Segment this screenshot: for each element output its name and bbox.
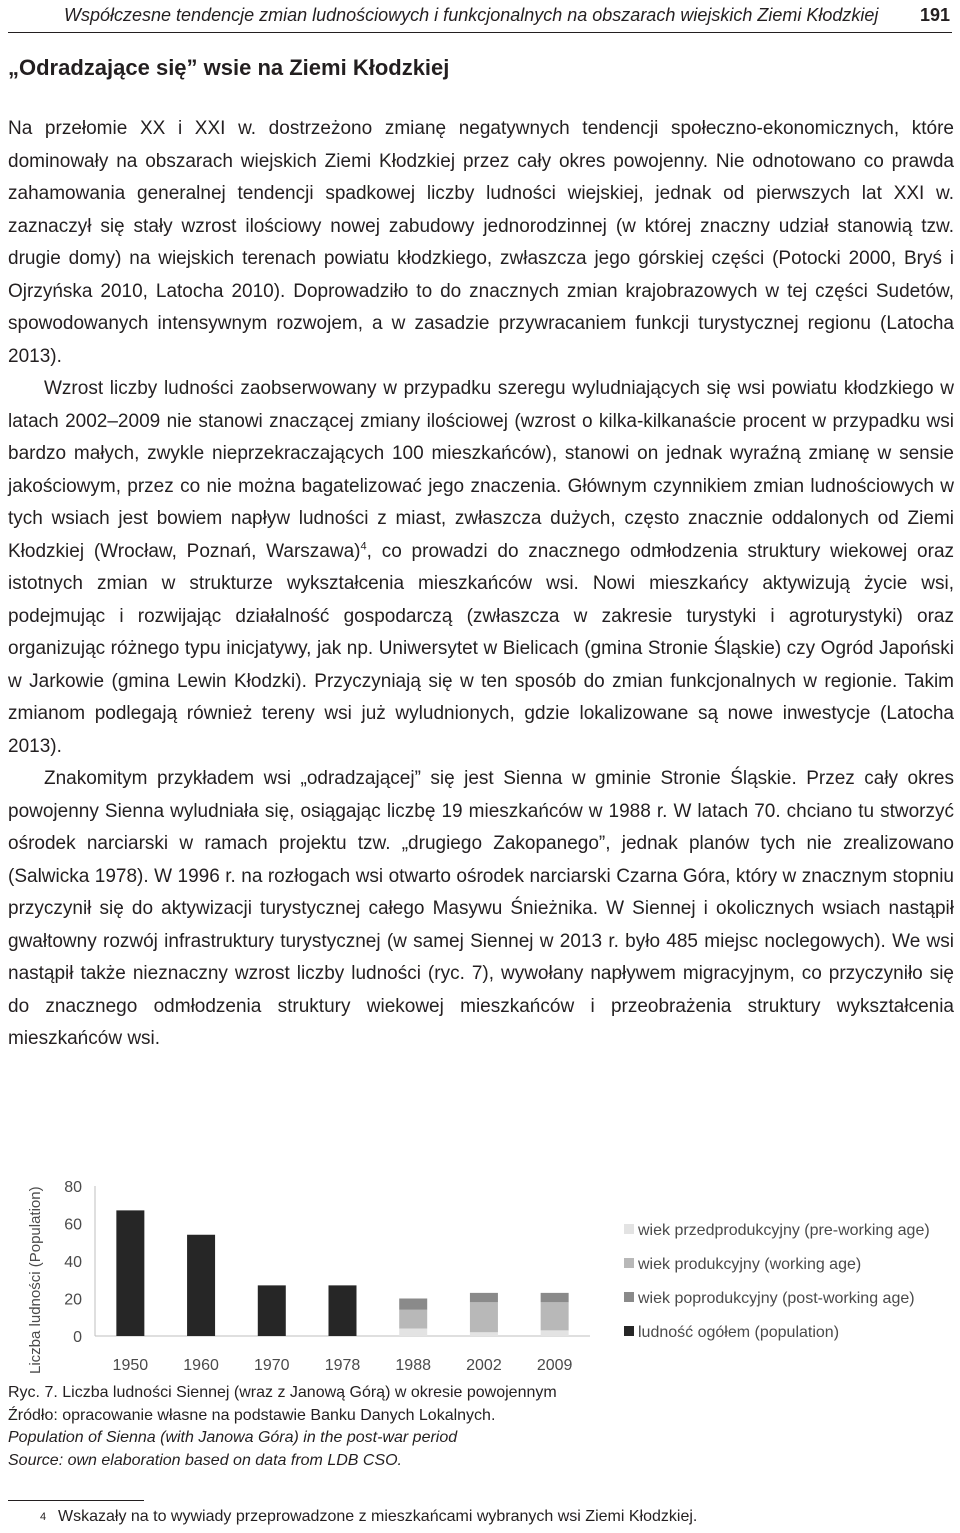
figure-caption — [8, 1382, 557, 1472]
y-tick-label: 60 — [64, 1216, 82, 1234]
bar-segment — [399, 1329, 427, 1337]
y-tick-label: 80 — [64, 1179, 82, 1196]
legend-swatch — [624, 1326, 634, 1336]
caption-title-en: Population of Sienna (with Janowa Góra) in the post-war period — [8, 1429, 458, 1446]
legend-label: wiek poprodukcyjny (post-working age) — [638, 1290, 915, 1307]
bar-segment — [399, 1310, 427, 1329]
x-tick-label: 1988 — [395, 1357, 432, 1374]
x-tick-label: 2009 — [536, 1357, 573, 1374]
page-number: 191 — [919, 5, 950, 25]
x-tick-label: 1960 — [183, 1357, 219, 1374]
bar-segment — [541, 1330, 569, 1336]
paragraph-3: Znakomitym przykładem wsi „odradzającej” się jest Sienna w gminie Stronie Śląskie. Przez cały okres powojenny Sienna wyludniała się, osiągając liczbę 19 mieszkańców w 1988 r. W latach 70. chciano tu stworzyć ośrodek narciarski w ramach projektu tzw. „drugiego Zakopanego”, jednak planów tych nie zrealizowano (Salwicka 1978). W 1996 r. na rozłogach wsi otwarto ośrodek narciarski Czarna Góra, który w znacznym stopniu przyczynił się do aktywizacji turystycznej całego Masywu Śnieżnika. W Siennej i okolicznych wsiach nastąpił gwałtowny rozwój infrastruktury turystycznej (w samej Siennej w 2013 r. było 485 miejsc noclegowych). We wsi nastąpił także nieznaczny wzrost liczby ludności (ryc. 7), wywołany napływem migracyjnym, co przyczyniło się do znacznego odmłodzenia struktury wiekowej mieszkańców i przeobrażenia struktury wykształcenia mieszkańców wsi. — [8, 768, 954, 1049]
bar-segment — [541, 1293, 569, 1302]
bar-segment — [116, 1210, 144, 1336]
x-tick-label: 1950 — [112, 1357, 149, 1374]
legend-label: wiek przedprodukcyjny (pre-working age) — [638, 1222, 930, 1239]
y-tick-label: 20 — [64, 1291, 82, 1309]
caption-source-en: Source: own elaboration based on data from LDB CSO. — [8, 1451, 402, 1469]
section-title: „Odradzające się” wsie na Ziemi Kłodzkiej — [8, 55, 450, 80]
bar-segment — [258, 1285, 286, 1336]
x-tick-label: 2002 — [466, 1357, 502, 1374]
legend-swatch — [624, 1292, 634, 1302]
caption-title-pl: Ryc. 7. Liczba ludności Siennej (wraz z Janową Górą) w okresie powojennym — [8, 1384, 557, 1401]
population-chart — [0, 1168, 960, 1388]
bar-segment — [470, 1332, 498, 1336]
body-text — [8, 113, 954, 1056]
x-tick-label: 1970 — [253, 1357, 290, 1374]
bar-segment — [541, 1302, 569, 1330]
footnote — [8, 1506, 697, 1528]
paragraph-1: Na przełomie XX i XXI w. dostrzeżono zmianę negatywnych tendencji społeczno-ekonomicznych, które dominowały na obszarach wiejskich Ziemi Kłodzkiej przez cały okres powojenny. Nie odnotowano co prawda zahamowania generalnej tendencji spadkowej liczby ludności wiejskiej, jednak od pierwszych lat XXI w. zaznaczył się stały wzrost ilościowy nowej zabudowy jednorodzinnej (w której znaczny udział stanowią tzw. drugie domy) na wiejskich terenach powiatu kłodzkiego, zwłaszcza jego górskiej części (Potocki 2000, Bryś i Ojrzyńska 2010, Latocha 2010). Doprowadziło to do znacznych zmian krajobrazowych w tej części Sudetów, spowodowanych intensywnym rozwojem, a w zasadzie przywracaniem funkcji turystycznej regionu (Latocha 2013). — [8, 118, 954, 367]
bar-segment — [470, 1302, 498, 1332]
y-tick-label: 40 — [64, 1254, 82, 1271]
legend-swatch — [624, 1258, 634, 1268]
footnote-rule — [8, 1500, 144, 1501]
paragraph-2: Wzrost liczby ludności zaobserwowany w przypadku szeregu wyludniających się wsi powiatu kłodzkiego w latach 2002–2009 nie stanowi znaczącej zmiany ilościowej (wzrost o kilka-kilkanaście procent w przypadku wsi bardzo małych, zwykle nieprzekraczających 100 mieszkańców), stanowi on jednak wyraźną zmianę w sensie jakościowym, przez co nie można bagatelizować jego znaczenia. Głównym czynnikiem zmian ludnościowych w tych wsiach jest bowiem napływ ludności z miast, zwłaszcza dużych, często znacznie oddalonych od Ziemi Kłodzkiej (Wrocław, Poznań, Warszawa)$^4$, co prowadzi do znacznego odmłodzenia struktury wiekowej oraz istotnych zmian w strukturze wykształcenia mieszkańców wsi. Nowi mieszkańcy aktywizują życie wsi, podejmując i rozwijając działalność gospodarczą (zwłaszcza w zakresie turystyki i agroturystyki) oraz organizując różnego typu inicjatywy, jak np. Uniwersytet w Bielicach (gmina Stronie Śląskie) czy Ogród Japoński w Jarkowie (gmina Lewin Kłodzki). Przyczyniają się w ten sposób do zmian funkcjonalnych w regionie. Takim zmianom podlegają również tereny wsi już wyludnionych, gdzie lokalizowane są nowe inwestycje (Latocha 2013). — [8, 378, 955, 757]
running-title: Współczesne tendencje zmian ludnościowych i funkcjonalnych na obszarach wiejskich Ziemi Kłodzkiej — [64, 5, 879, 25]
legend-swatch — [624, 1224, 634, 1234]
legend-label: wiek produkcyjny (working age) — [638, 1256, 862, 1273]
footnote-number: 4 — [40, 1511, 47, 1523]
bar-segment — [399, 1299, 427, 1310]
footnote-text: Wskazały na to wywiady przeprowadzone z mieszkańcami wybranych wsi Ziemi Kłodzkiej. — [58, 1508, 698, 1525]
bar-segment — [187, 1235, 215, 1336]
y-axis-title: Liczba ludności (Population) — [27, 1186, 44, 1374]
legend-label: ludność ogółem (population) — [638, 1324, 840, 1341]
y-tick-label: 0 — [73, 1329, 82, 1346]
caption-source-pl: Źródło: opracowanie własne na podstawie Banku Danych Lokalnych. — [8, 1406, 496, 1424]
bar-segment — [329, 1285, 357, 1336]
running-header — [8, 0, 952, 33]
bar-segment — [470, 1293, 498, 1302]
footnote-ref[interactable]: 4 — [360, 540, 367, 553]
x-tick-label: 1978 — [324, 1357, 361, 1374]
